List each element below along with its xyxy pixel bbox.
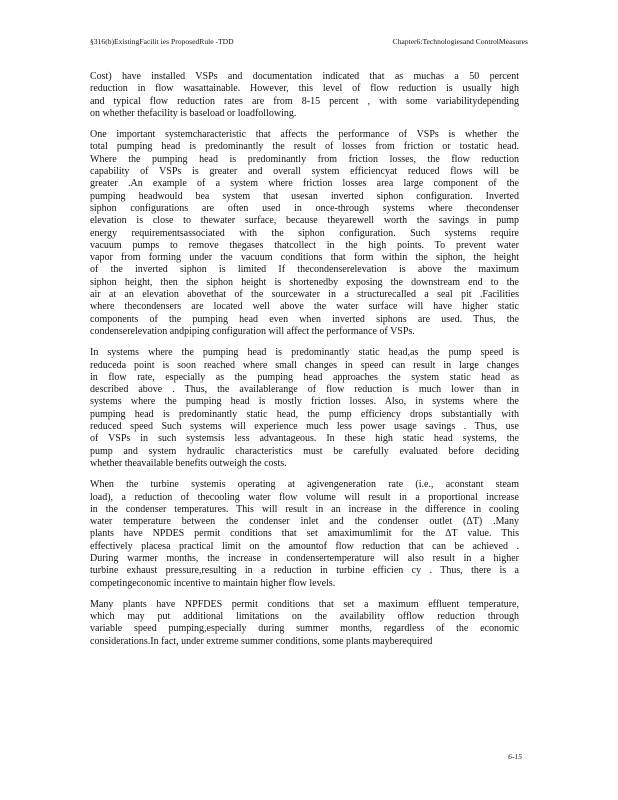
text-line: vapor from forming under the vacuum conditions that form within the siphon, the height bbox=[90, 252, 519, 264]
text-line: variable speed pumping,especially during summer months, regardless of the economic bbox=[90, 623, 519, 635]
text-line: in flow rate, especially as the pumping head approaches the system static head as bbox=[90, 371, 519, 383]
text-line: condenserelevation andpiping configuration will affect the performance of VSPs. bbox=[90, 325, 415, 337]
text-line: load), a reduction of thecooling water flow volume will result in a proportional increase bbox=[90, 491, 519, 503]
text-line: air at an elevation abovethat of the sourcewater in a structurecalled a seal pit .Facilities bbox=[90, 289, 519, 301]
text-line: pumping headwould bea system that usesan inverted siphon configuration. Inverted bbox=[90, 190, 519, 202]
text-line: pump and system hydraulic characteristics must be carefully evaluated before deciding bbox=[90, 445, 519, 457]
text-line: whether theavailable benefits outweigh the costs. bbox=[90, 457, 287, 469]
text-line: turbine exhaust pressure,resulting in a reduction in turbine efficien cy . Thus, there is a bbox=[90, 565, 519, 577]
text-line: In systems where the pumping head is predominantly static head,as the pump speed is bbox=[90, 347, 519, 359]
text-line: in the condenser temperatures. This will result in an increase in the difference in cooling bbox=[90, 503, 519, 515]
text-line: Where the pumping head is predominantly from friction losses, the flow reduction bbox=[90, 153, 519, 165]
text-line: reduceda point is soon reached where small changes in speed can result in large changes bbox=[90, 359, 519, 371]
text-line: and typical flow reduction rates are from 8-15 percent , with some variabilitydepending bbox=[90, 95, 519, 107]
text-line: capability of VSPs is greater and overall system efficiencyat reduced flows will be bbox=[90, 166, 519, 178]
header-chapter-title: Chapter6:Technologiesand ControlMeasures bbox=[392, 37, 528, 46]
text-line: elevation is close to thewater surface, because theyarewell worth the savings in pump bbox=[90, 215, 519, 227]
paragraph bbox=[90, 599, 519, 648]
text-line: water temperature between the condenser inlet and the condenser outlet (ΔT) .Many bbox=[90, 516, 519, 528]
text-line: Cost) have installed VSPs and documentation indicated that as muchas a 50 percent bbox=[90, 71, 519, 82]
text-line: One important systemcharacteristic that affects the performance of VSPs is whether the bbox=[90, 129, 519, 141]
paragraph bbox=[90, 479, 519, 590]
text-line: reduction in flow wasattainable. However, this level of flow reduction is usually high bbox=[90, 83, 519, 95]
text-line: considerations.In fact, under extreme summer conditions, some plants mayberequired bbox=[90, 635, 433, 647]
text-line: total pumping head is predominantly the result of losses from friction or tostatic head. bbox=[90, 141, 519, 153]
text-line: siphon configurations are often used in once-through systems where thecondenser bbox=[90, 202, 519, 214]
text-line: greater .An example of a system where friction losses area large component of the bbox=[90, 178, 519, 190]
text-line: When the turbine systemis operating at agivengeneration rate (i.e., aconstant steam bbox=[90, 479, 519, 491]
text-line: of VSPs in such systemsis less advantageous. In these high static head systems, the bbox=[90, 433, 519, 445]
paragraph bbox=[90, 347, 519, 470]
text-line: vacuum pumps to remove thegases thatcollect in the high points. To prevent water bbox=[90, 239, 519, 251]
header-rule-title: §316(b)ExistingFacilit ies ProposedRule -TDD bbox=[90, 37, 234, 46]
text-line: competingeconomic incentive to maintain higher flow levels. bbox=[90, 577, 336, 589]
text-line: plants have NPDES permit conditions that set amaximumlimit for the ΔT value. This bbox=[90, 528, 519, 540]
paragraph bbox=[90, 129, 519, 338]
text-line: energy requirementsassociated with the siphon configuration. Such systems require bbox=[90, 227, 519, 239]
text-line: siphon height, then the siphon height is shortenedby exposing the downstream end to the bbox=[90, 276, 519, 288]
text-line: components of the pumping head even when inverted siphons are used. Thus, the bbox=[90, 313, 519, 325]
page-number: 6-15 bbox=[508, 752, 522, 761]
body-text bbox=[90, 71, 519, 657]
text-line: effectively placesa practical limit on the amountof flow reduction that can be achieved . bbox=[90, 540, 519, 552]
text-line: on whether thefacility is baseload or loadfollowing. bbox=[90, 107, 297, 119]
text-line: systems where the pumping head is mostly friction losses. Also, in systems where the bbox=[90, 396, 519, 408]
text-line: reduced speed Such systems will experience much less power usage savings . Thus, use bbox=[90, 421, 519, 433]
text-line: which may put additional limitations on the availability offlow reduction through bbox=[90, 611, 519, 623]
paragraph bbox=[90, 71, 519, 120]
text-line: described above . Thus, the availablerange of flow reduction is much lower than in bbox=[90, 384, 519, 396]
text-line: pumping head is predominantly static head, the pump efficiency drops substantially with bbox=[90, 408, 519, 420]
text-line: During warmer months, the increase in condensertemperature will also result in a higher bbox=[90, 552, 519, 564]
text-line: Many plants have NPFDES permit conditions that set a maximum effluent temperature, bbox=[90, 598, 519, 610]
running-header bbox=[90, 37, 528, 49]
text-line: of the inverted siphon is limited If thecondenserelevation is above the maximum bbox=[90, 264, 519, 276]
text-line: where thecondensers are located well above the water surface will have higher static bbox=[90, 301, 519, 313]
